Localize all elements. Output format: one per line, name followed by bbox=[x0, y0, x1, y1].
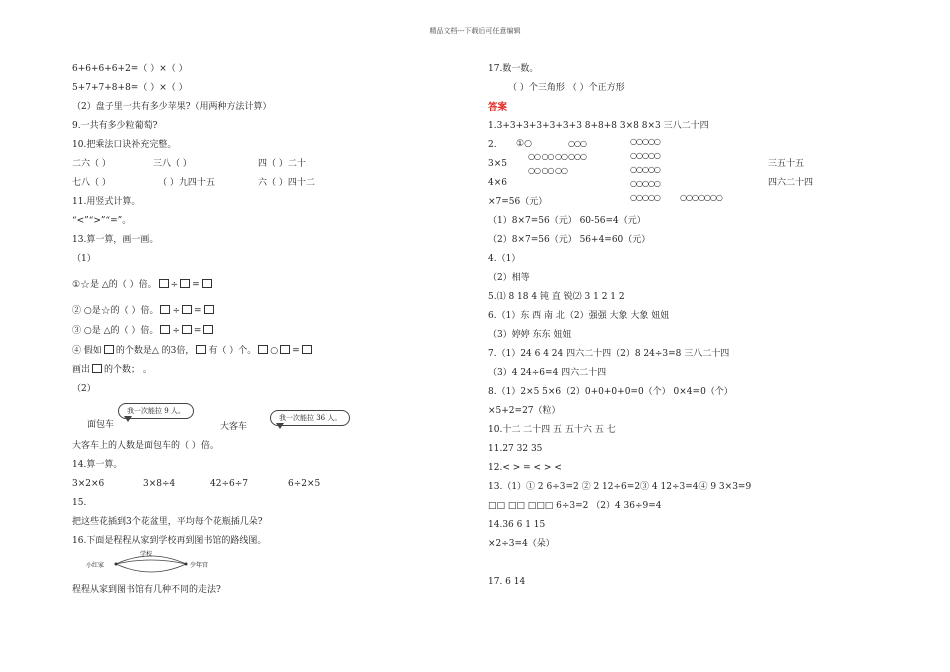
answer-line: ×2÷3=4（朵） bbox=[488, 539, 555, 549]
star-icon: ☆ bbox=[100, 304, 111, 317]
answer-box bbox=[204, 305, 214, 314]
answer-line: 5.⑴ 8 18 4 钝 直 锐⑵ 3 1 2 1 2 bbox=[488, 292, 625, 302]
answer-line: （1）8×7=56（元） 60-56=4（元） bbox=[488, 216, 646, 226]
q13-draw: 画出 的个数； 。 bbox=[72, 365, 152, 375]
route-path bbox=[116, 564, 186, 572]
q16-title: 16.下面是程程从家到学校再到图书馆的路线图。 bbox=[72, 536, 267, 546]
q17-blanks: （ ）个三角形 （ ）个正方形 bbox=[508, 83, 625, 93]
calc-item: 3×8÷4 bbox=[143, 479, 176, 489]
q13-row-3: ③ ○是 △的（ ）倍。 ÷ = bbox=[72, 325, 215, 337]
q14-title: 14.算一算。 bbox=[72, 460, 123, 470]
answer-line: 8.（1）2×5 5×6（2）0+0+0+0=0（个） 0×4=0（个） bbox=[488, 387, 733, 397]
van-label: 面包车 bbox=[87, 420, 115, 430]
answer-box bbox=[280, 345, 290, 354]
answer-line: ×5+2=27（粒） bbox=[488, 406, 561, 416]
circle-group: ○○○ bbox=[568, 139, 586, 148]
circle-group: ○○○○○ bbox=[630, 151, 660, 160]
answer-line: ①○ bbox=[516, 139, 532, 149]
compare-symbols: “<”“>”“=”。 bbox=[72, 216, 132, 226]
table-entry: 六（ ）四十二 bbox=[258, 178, 315, 188]
answer-line: 10.十二 二十四 五 五十六 五 七 bbox=[488, 425, 616, 435]
answer-line: 17. 6 14 bbox=[488, 577, 526, 587]
answer-line: 四六二十四 bbox=[768, 178, 814, 188]
answer-line: ×7=56（元） bbox=[488, 197, 548, 207]
circle-group: ○○○○○ bbox=[630, 179, 660, 188]
bubble-tail bbox=[276, 423, 284, 429]
answer-line: （3）4 24÷6=4 四六二十四 bbox=[488, 368, 607, 378]
answer-line: 11.27 32 35 bbox=[488, 444, 543, 454]
answer-line: 6.（1）东 西 南 北（2）强强 大象 大象 妞妞 bbox=[488, 311, 670, 321]
map-label-home: 小红家 bbox=[86, 562, 105, 569]
table-entry: 三八（ ） bbox=[153, 159, 192, 169]
circle-group: ○○○○○ bbox=[630, 137, 660, 146]
route-node bbox=[115, 563, 118, 566]
answer-line: （2）8×7=56（元） 56+4=60（元） bbox=[488, 235, 651, 245]
q10-title: 10.把乘法口诀补充完整。 bbox=[72, 140, 177, 150]
page-header: 精品文档---下载后可任意编辑 bbox=[429, 27, 521, 35]
answer-box bbox=[180, 279, 190, 288]
answer-line: □□ □□ □□□ 6÷3=2 （2）4 36÷9=4 bbox=[488, 501, 662, 511]
circle-group: ○○ ○○ ○○ bbox=[528, 152, 567, 161]
answer-box bbox=[258, 345, 268, 354]
answer-line: （2）相等 bbox=[488, 273, 530, 283]
q15-question: 把这些花插到3个花盆里，平均每个花瓶插几朵? bbox=[72, 517, 263, 527]
answer-box bbox=[302, 345, 312, 354]
circle-group: ○○○ bbox=[568, 152, 586, 161]
answer-box bbox=[182, 325, 192, 334]
q-line-3: （2）盘子里一共有多少苹果?（用两种方法计算） bbox=[72, 102, 272, 112]
answer-line: 三五十五 bbox=[768, 159, 805, 169]
circle-group: ○○○○○ bbox=[630, 165, 660, 174]
q17-title: 17.数一数。 bbox=[488, 64, 539, 74]
calc-item: 42÷6÷7 bbox=[210, 479, 248, 489]
answer-box bbox=[159, 279, 169, 288]
route-node bbox=[185, 563, 188, 566]
map-label-school: 学校 bbox=[140, 551, 153, 558]
answer-line: 1.3+3+3+3+3+3+3 8+8+8 3×8 8×3 三八二十四 bbox=[488, 121, 709, 131]
q-line-2: 5+7+7+8+8=（ ）×（ ） bbox=[72, 83, 188, 93]
table-entry: 七八（ ） bbox=[72, 178, 111, 188]
answer-line: 4.（1） bbox=[488, 254, 521, 264]
table-entry: 二六（ ） bbox=[72, 159, 111, 169]
van-speech-bubble: 我一次能拉 9 人。 bbox=[118, 403, 194, 419]
table-entry: （ ）九四十五 bbox=[158, 178, 215, 188]
square-icon bbox=[104, 345, 114, 354]
answer-line: 7.（1）24 6 4 24 四六二十四（2）8 24÷3=8 三八二十四 bbox=[488, 349, 730, 359]
q13-part-1: （1） bbox=[72, 254, 96, 264]
star-icon: ☆ bbox=[80, 278, 90, 291]
calc-item: 6÷2×5 bbox=[288, 479, 321, 489]
map-label-palace: 少年宫 bbox=[190, 562, 209, 569]
calc-item: 3×2×6 bbox=[72, 479, 105, 489]
bus-speech-bubble: 我一次能拉 36 人。 bbox=[270, 410, 350, 426]
route-path bbox=[116, 560, 186, 564]
circle-group: ○○ ○○ ○○ bbox=[528, 166, 567, 175]
q15-title: 15. bbox=[72, 498, 87, 508]
answer-box bbox=[160, 305, 170, 314]
answer-line: （3）婷婷 东东 妞妞 bbox=[488, 330, 572, 340]
q11-title: 11.用竖式计算。 bbox=[72, 197, 141, 207]
bubble-tail bbox=[124, 416, 132, 422]
answer-box bbox=[203, 325, 213, 334]
answer-box bbox=[182, 305, 192, 314]
circle-group: ○○○○○ bbox=[630, 193, 660, 202]
bus-label: 大客车 bbox=[220, 422, 248, 432]
table-entry: 四（ ）二十 bbox=[258, 159, 306, 169]
q13-question: 大客车上的人数是面包车的（ ）倍。 bbox=[72, 441, 219, 451]
answers-heading: 答案 bbox=[488, 102, 508, 113]
answer-line: 14.36 6 1 15 bbox=[488, 520, 546, 530]
q-line-1: 6+6+6+6+2=（ ）×（ ） bbox=[72, 64, 188, 74]
q13-title: 13.算一算，画一画。 bbox=[72, 235, 159, 245]
answer-line: 13.（1）① 2 6÷3=2 ② 2 12÷6=2③ 4 12÷3=4④ 9 3×3=9 bbox=[488, 482, 752, 492]
circle-group: ○○○○○○○ bbox=[680, 193, 722, 202]
q9-title: 9.一共有多少粒葡萄? bbox=[72, 121, 158, 131]
answer-line: 4×6 bbox=[488, 178, 507, 188]
q13-row-4: ④ 假如 的个数是△ 的3倍， 有（ ）个。 ○ = bbox=[72, 345, 314, 357]
q13-part-2: （2） bbox=[72, 384, 96, 394]
square-icon bbox=[92, 364, 102, 373]
square-icon bbox=[196, 345, 206, 354]
answer-box bbox=[160, 325, 170, 334]
q13-row-2: ② ○是☆的（ ）倍。 ÷ = bbox=[72, 305, 216, 317]
q16-question: 程程从家到图书馆有几种不同的走法? bbox=[72, 585, 221, 595]
answer-line: 3×5 bbox=[488, 159, 507, 169]
route-map bbox=[86, 550, 226, 574]
answer-line: 2. bbox=[488, 140, 497, 150]
q13-row-1: ①☆是 △的（ ）倍。 ÷ = bbox=[72, 279, 214, 291]
answer-box bbox=[202, 279, 212, 288]
answer-line: 12.< > = < > < bbox=[488, 463, 562, 473]
